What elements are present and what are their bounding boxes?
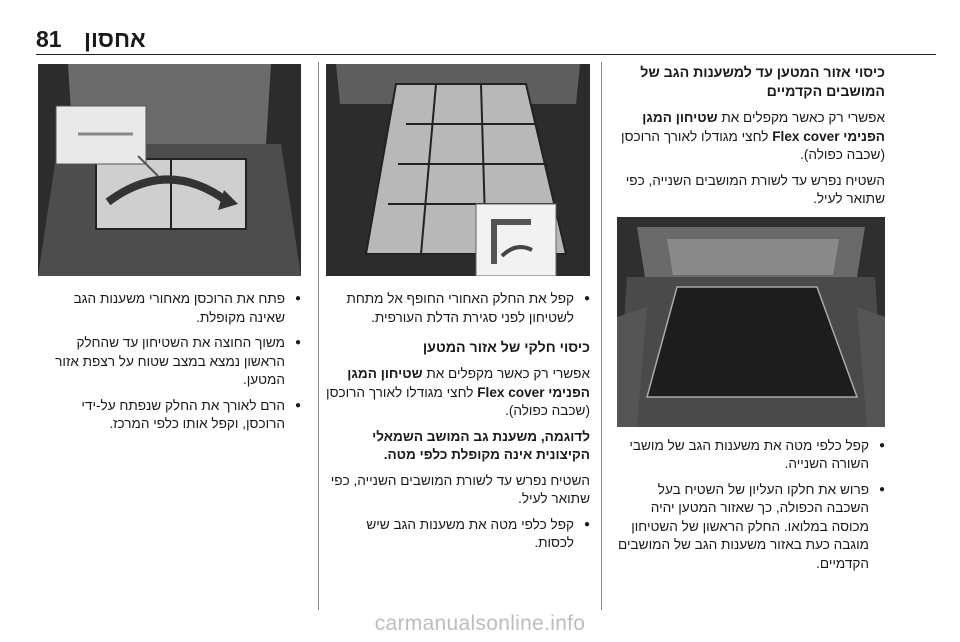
product-name: שטיחון המגן הפנימי Flex cover xyxy=(642,110,885,144)
page-header xyxy=(0,26,960,56)
example-note: לדוגמה, משענת גב המושב השמאלי הקיצונית אינה מקופלת כלפי מטה. xyxy=(372,428,590,462)
paragraph-condition: אפשרי רק כאשר מקפלים את שטיחון המגן הפנימי Flex cover לחצי מגודלו לאורך הרוכסן (שכבה כפולה). xyxy=(621,110,885,162)
steps-list-middle xyxy=(326,516,590,553)
cargo-full-cover-image xyxy=(617,217,885,427)
watermark: carmanualsonline.info xyxy=(374,612,586,635)
cargo-mat-fold-image xyxy=(326,64,590,276)
page-number: 81 xyxy=(36,26,62,52)
illustration-full-cover xyxy=(617,217,885,427)
list-item: ● פרוש את חלקו העליון של השטיח בעל השכבה הכפולה, כך שאזור המטען יהיה מכוסה במלואו. החלק הראשון של השטיחון מוגבה כעת באזור משענות הגב של המושבים הקדמיים. xyxy=(617,481,885,574)
column-middle xyxy=(326,64,590,560)
steps-list-middle-top xyxy=(326,290,590,327)
illustration-fold-under xyxy=(326,64,590,276)
steps-list-left xyxy=(38,290,301,434)
cargo-zipper-image xyxy=(38,64,301,276)
product-name: שטיחון המגן הפנימי Flex cover xyxy=(347,366,590,400)
page-title: אחסון xyxy=(84,26,146,52)
list-item: ● קפל את החלק האחורי החופף אל מתחת לשטיחון לפני סגירת הדלת העורפית. xyxy=(326,290,590,327)
column-divider-right xyxy=(601,62,602,610)
column-left xyxy=(38,64,301,441)
column-right xyxy=(617,64,885,580)
list-item: ● פתח את הרוכסן מאחורי משענות הגב שאינה מקופלת. xyxy=(38,290,301,327)
paragraph-spread: השטיח נפרש עד לשורת המושבים השנייה, כפי שתואר לעיל. xyxy=(330,472,590,506)
section-heading-partial-cover: כיסוי חלקי של אזור המטען xyxy=(422,340,590,356)
steps-list-right xyxy=(617,437,885,574)
paragraph-spread: השטיח נפרש עד לשורת המושבים השנייה, כפי שתואר לעיל. xyxy=(625,172,885,206)
header-rule xyxy=(36,54,936,55)
list-item: ● משוך החוצה את השטיחון עד שהחלק הראשון נמצא במצב שטוח על רצפת אזור המטען. xyxy=(38,334,301,390)
paragraph-condition: אפשרי רק כאשר מקפלים את שטיחון המגן הפנימי Flex cover לחצי מגודלו לאורך הרוכסן (שכבה כפולה). xyxy=(326,366,590,418)
list-item: ● קפל כלפי מטה את משענות הגב של מושבי השורה השנייה. xyxy=(617,437,885,474)
list-item: ● קפל כלפי מטה את משענות הגב שיש לכסות. xyxy=(326,516,590,553)
section-heading-full-cover: כיסוי אזור המטען עד למשענות הגב של המושבים הקדמיים xyxy=(640,65,885,100)
column-divider-left xyxy=(318,62,319,610)
illustration-zipper xyxy=(38,64,301,276)
list-item: ● הרם לאורך את החלק שנפתח על-ידי הרוכסן, וקפל אותו כלפי המרכז. xyxy=(38,397,301,434)
